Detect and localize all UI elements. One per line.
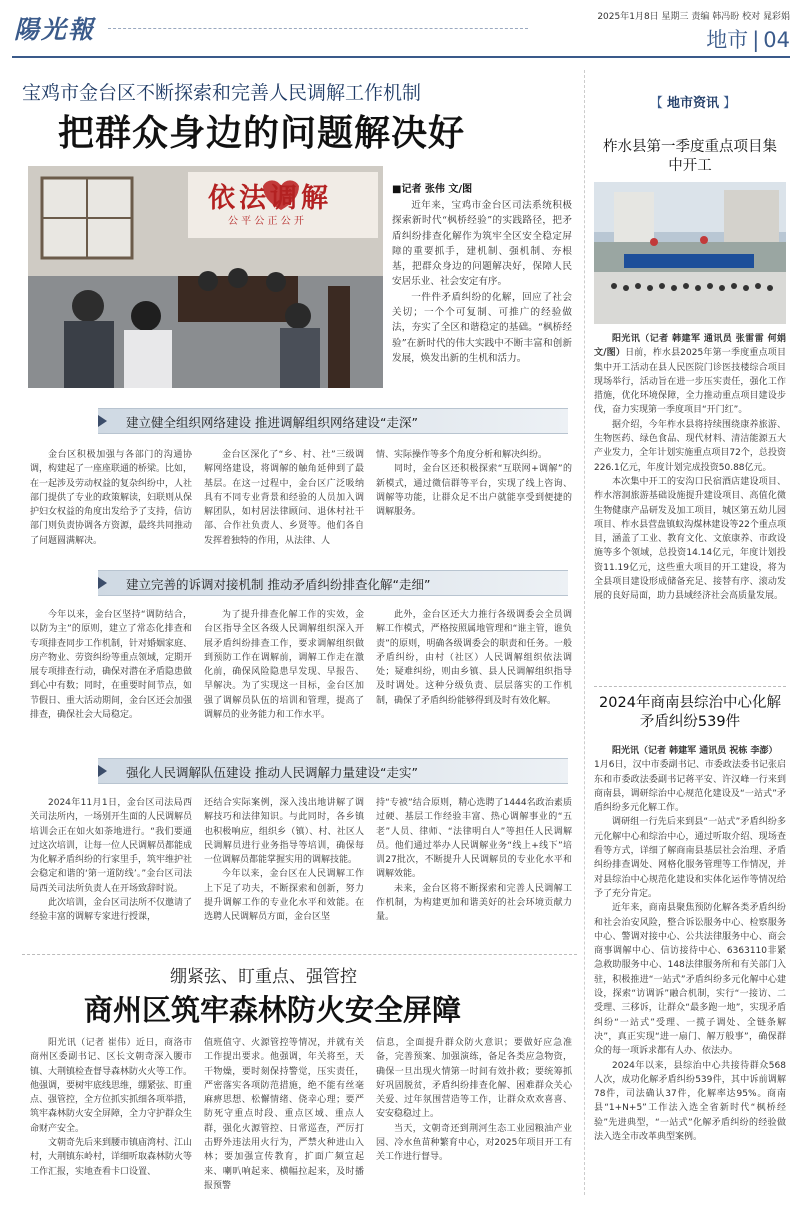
triangle-icon	[98, 577, 107, 589]
forest-headline: 商州区筑牢森林防火安全屏障	[84, 993, 462, 1027]
forest-col-2	[204, 1036, 364, 1193]
masthead-rule	[108, 28, 528, 29]
story2-p3: 近年来，商南县聚焦预防化解各类矛盾纠纷和社会治安风险，整合诉讼服务中心、检察服务中心、警调对接中心、公共法律服务中心、商会商事调解中心、信访接待中心、6363110非紧急救助服务中心、148法律服务所和有关部门入驻，积极推进“一站式”矛盾纠纷多元化解中心建设，探索“访调诉”融合机制，实行“一接访、二受理、三移诉，让群众“最多跑一地”，实现矛盾纠纷“一站式”受理、一揽子调处、全链条解决”，真正实现“进一扇门、解万般事”，确保群众的每一项诉求都有人办、依法办。	[594, 903, 786, 1057]
story2-p1: 1月6日，汉中市委副书记、市委政法委书记张启东和市委政法委副书记蒋平安、许汉峰一行来到商南县，调研综治中心规范化建设及“一站式”矛盾纠纷多元化解工作。	[594, 760, 786, 814]
masthead-bottom-rule	[12, 56, 790, 58]
story2-p4: 2024年以来，县综治中心共接待群众568人次，成功化解矛盾纠纷539件，其中诉前调解78件，司法确认37件，化解率达95%。商南县“1+N+5”工作法入选全省新时代“枫桥经验”先进典型，“一站式”化解矛盾纠纷的经验做法入选全市改革典型案例。	[594, 1060, 786, 1143]
logo-text: 陽光報	[14, 15, 96, 44]
lead-intro-p1: 近年来，宝鸡市金台区司法系统积极探索新时代“枫桥经验”的实践路径，把矛盾纠纷排查化解作为筑牢全区安全稳定屏障的重要抓手，建机制、强机制、夯根基，把群众身边的问题解决好，保障人民安居乐业、社会安定有序。	[392, 200, 572, 288]
story2-headline: 2024年商南县综治中心化解矛盾纠纷539件	[599, 695, 781, 730]
paragraph: 文朝奇先后来到腰市镇庙湾村、江山村，大荆镇东岭村，详细听取森林防火等工作汇报，实地查看卡口设置、	[30, 1138, 193, 1177]
paragraph: 当天，文朝奇还到荆河生态工业园粮油产业园、冷水鱼苗种繁育中心，对2025年项目开工有关工作进行督导。	[376, 1123, 572, 1163]
lead-kicker: 宝鸡市金台区不断探索和完善人民调解工作机制	[22, 82, 422, 104]
story1-headline: 柞水县第一季度重点项目集中开工	[603, 139, 777, 174]
paragraph: 还结合实际案例，深入浅出地讲解了调解技巧和法律知识。与此同时，各乡镇也积极响应，组织乡（镇）、村、社区人民调解员进行业务指导等培训，确保每一位调解员都能掌握实用的调解技能。	[204, 798, 364, 866]
forest-kicker: 绷紧弦、盯重点、强管控	[170, 967, 357, 987]
page-number: 04	[763, 28, 790, 52]
text: 日前，柞水县2025年第一季度重点项目集中开工活动在县人民医院门诊医技楼综合项目现场举行，活动旨在进一步压实责任，强化工作措施，优化环境保障，全力推动重点项目建设步伐，奋力实现第一季度项目“开门红”。	[594, 348, 786, 416]
construction-site-photo	[594, 182, 786, 324]
forest-col-1	[30, 1036, 192, 1179]
story1-byline: 阳光讯（记者 韩建军 通讯员 张雷雷 何娟 文/图）	[594, 334, 786, 359]
section-2-heading	[98, 570, 568, 596]
lead-intro	[392, 198, 572, 366]
section-3-col-3	[376, 796, 572, 925]
story2-byline-line	[594, 744, 786, 758]
construction-photo-illustration	[594, 182, 786, 324]
paragraph: 情、实际操作等多个角度分析和解决纠纷。	[376, 450, 548, 460]
triangle-icon	[98, 415, 107, 427]
paragraph: 阳光讯（记者 崔伟）近日，商洛市商州区委副书记、区长文朝奇深入腰市镇、大荆镇检查督导森林防火火等工作。他强调，要树牢底线思维，绷紧弦、盯重点、强管控，全方位抓实抓细各项举措，筑牢森林防火安全屏障，全力守护群众生命财产安全。	[30, 1038, 193, 1134]
section-1-col-2	[204, 448, 364, 548]
sidebar-story-divider	[594, 686, 786, 687]
section-3-col-2	[204, 796, 364, 925]
paragraph: 未来，金台区将不断探索和完善人民调解工作机制，为构建更加和谐美好的社会环境贡献力量。	[376, 883, 572, 923]
paragraph: 信息，全面提升群众防火意识；要做好应急准备，完善预案、加强演练，备足各类应急物资，确保一旦出现火情第一时间有效扑救；要统筹抓好巩固脱贫，矛盾纠纷排查化解、困难群众关心关爱、过年氛围营造等工作，让群众欢欢喜喜、安安稳稳过上。	[376, 1038, 572, 1120]
story1-body	[594, 332, 786, 604]
story1-p3: 本次集中开工的安沟口民宿酒店建设项目、柞水溶洞旅游基础设施提升建设项目、高值化微生物健康产品研发及加工项目，城区第五幼儿园项目、柞水县营盘镇蚁沟煤林建设等22个重点项目，涵盖了工业、教育文化、文旅康养、市政设施等多个领域，总投资14.14亿元，年度计划投资11.19亿元，这些重大项目的开工建设，将为全县项目建设形成储备充足、接替有序、滚动发展的良好局面，助力县域经济社会高质量发展。	[594, 476, 786, 602]
section-2-col-2	[204, 608, 364, 722]
paragraph: 金台区积极加强与各部门的沟通协调，构建起了一座座联通的桥梁。比如，在一起涉及劳动权益的复杂纠纷中，人社部门提供了专业的政策解读，妇联则从保护妇女权益的角度出发给予了支持，信访部门则负责协调各方资源，最终共同推动了问题圆满解决。	[30, 450, 193, 546]
dateline: 2025年1月8日 星期三 责编 韩冯盼 校对 晁彩娟	[597, 12, 790, 22]
section-2-col-1	[30, 608, 192, 722]
paragraph: 此外，金台区还大力推行各级调委会全员调解工作模式，严格按照属地管理和“谁主管，谁负责”的原则，明确各级调委会的职责和任务。一般矛盾纠纷，由村（社区）人民调解组织依法调处；疑难纠纷，则由乡镇、县人民调解组织指导及时调处。这种分级负责、层层落实的工作机制，确保了矛盾纠纷能够得到及时有效化解。	[376, 610, 572, 706]
section-3-title: 强化人民调解队伍建设 推动人民调解力量建设“走实”	[126, 765, 418, 780]
story1-p1	[594, 332, 786, 418]
section-3-heading	[98, 758, 568, 784]
sidebar-tag-label: 地市资讯	[666, 96, 719, 111]
section-2-title: 建立完善的诉调对接机制 推动矛盾纠纷排查化解“走细”	[126, 577, 431, 592]
paragraph: 持“专被”结合原则，精心选聘了1444名政治素质过硬、基层工作经验丰富、热心调解事业的“五老”人员、律师、“法律明白人”等担任人民调解员。他们通过举办人民调解业务“线上+线下”培训27批次，不断提升人民调解员的专业化水平和调解效能。	[376, 798, 572, 880]
lead-headline: 把群众身边的问题解决好	[58, 112, 466, 154]
sidebar-tag: 【 地市资讯 】	[649, 96, 737, 111]
section-1-col-1	[30, 448, 192, 548]
lead-byline: ■记者 张伟 文/图	[392, 184, 473, 195]
paragraph: 今年以来，金台区在人民调解工作上下足了功夫，不断探索和创新，努力提升调解工作的专业化水平和效能。在选聘人民调解员方面，金台区坚	[204, 869, 364, 923]
section-1-heading	[98, 408, 568, 434]
paragraph: 值班值守、火源管控等情况，并就有关工作提出要求。他强调，年关将至，天干物燥，要时刻保持警觉，压实责任，严密落实各项防范措施，绝不能有丝毫麻痹思想、松懈情绪、侥幸心理；要严防死守重点时段、重点区域、重点人群，强化火源管控、日常巡查，严厉打击野外违法用火行为，严禁火种进山入林；要加强宣传教育，扩面广频宣起来、喇叭响起来、横幅拉起来，及时播报预警	[204, 1038, 364, 1191]
section-2-col-3	[376, 608, 572, 708]
paragraph: 2024年11月1日，金台区司法局西关司法所内，一场别开生面的人民调解员培训会正在如火如荼地进行。“我们要通过这次培训，让每一位人民调解员都能成为化解矛盾纠纷的行家里手，筑牢维护社会稳定和谐的‘第一道防线’。”金台区司法局西关司法所负责人在开场致辞时说。	[30, 798, 193, 894]
section-name: 地市	[706, 28, 749, 52]
paragraph: 此次培训，金台区司法所不仅邀请了经验丰富的调解专家进行授课，	[30, 898, 193, 923]
story2-p2: 调研组一行先后来到县“一站式”矛盾纠纷多元化解中心和综治中心，通过听取介绍、现场查看等方式，详细了解商南县基层社会治理、矛盾纠纷排查调处、网格化服务管理等工作情况，并对县综治中心规范化建设和实体化运作等情况给予了充分肯定。	[594, 817, 786, 899]
section-page: 地市 | 04	[706, 28, 790, 52]
paragraph: 今年以来，金台区坚持“调防结合，以防为主”的原则，建立了常态化排查和专项排查同步工作机制，针对婚姻家庭、房产物业、劳资纠纷等重点领域，定期开展专项排查行动，确保对潜在矛盾隐患做到心中有数；同时，在重要时间节点，如节假日、重大活动期间，金台区还会加强排查，确保社会大局稳定。	[30, 610, 193, 721]
mediation-session-photo	[28, 166, 383, 388]
sidebar-divider	[584, 70, 585, 1195]
story2-body	[594, 744, 786, 1144]
section-1-title: 建立健全组织网络建设 推进调解组织网络建设“走深”	[126, 415, 418, 430]
paragraph: 金台区深化了“乡、村、社”三级调解网络建设，将调解的触角延伸到了最基层。在这一过程中，金台区广泛吸纳具有不同专业背景和经验的人员加入调解团队，如村居法律顾问、退休村社干部、合作社负责人、乡贤等。他们各自发挥着独特的作用，从法律、人	[204, 450, 364, 546]
forest-col-3	[376, 1036, 572, 1165]
section-1-col-3	[376, 448, 572, 519]
photo-banner-sub: 公 平 公 正 公 开	[228, 216, 304, 227]
paragraph: 为了提升排查化解工作的实效，金台区指导全区各级人民调解组织深入开展矛盾纠纷排查工作，要求调解组织做到预防工作在调解前，调解工作走在激化前，确保风险隐患早发现、早报告、早解决。为了实现这一目标，金台区加强了调解员队伍的培训和管理，提高了调解员的业务能力和工作水平。	[204, 610, 364, 721]
divider	[22, 954, 577, 955]
story1-p2: 据介绍，今年柞水县将持续围绕康养旅游、生物医药、绿色食品、现代材料、清洁能源五大产业发力，全年计划实施重点项目72个，总投资226.1亿元，年度计划完成投资50.88亿元。	[594, 419, 786, 473]
story2-byline: 阳光讯（记者 韩建军 通讯员 祝栋 李澎）	[612, 746, 778, 756]
section-3-col-1	[30, 796, 192, 925]
lead-intro-p2: 一件件矛盾纠纷的化解，回应了社会关切；一个个可复制、可推广的经验做法，夯实了全区和谐稳定的基础。“枫桥经验”在新时代的伟大实践中不断丰富和创新发展，焕发出新的生机和活力。	[392, 291, 572, 364]
newspaper-logo	[14, 10, 114, 46]
photo-banner: 依法调解	[208, 183, 332, 214]
paragraph: 同时，金台区还积极探索“互联网+调解”的新模式，通过微信群等平台，实现了线上咨询、调解等功能，让群众足不出户就能享受到便捷的调解服务。	[376, 464, 572, 518]
triangle-icon	[98, 765, 107, 777]
